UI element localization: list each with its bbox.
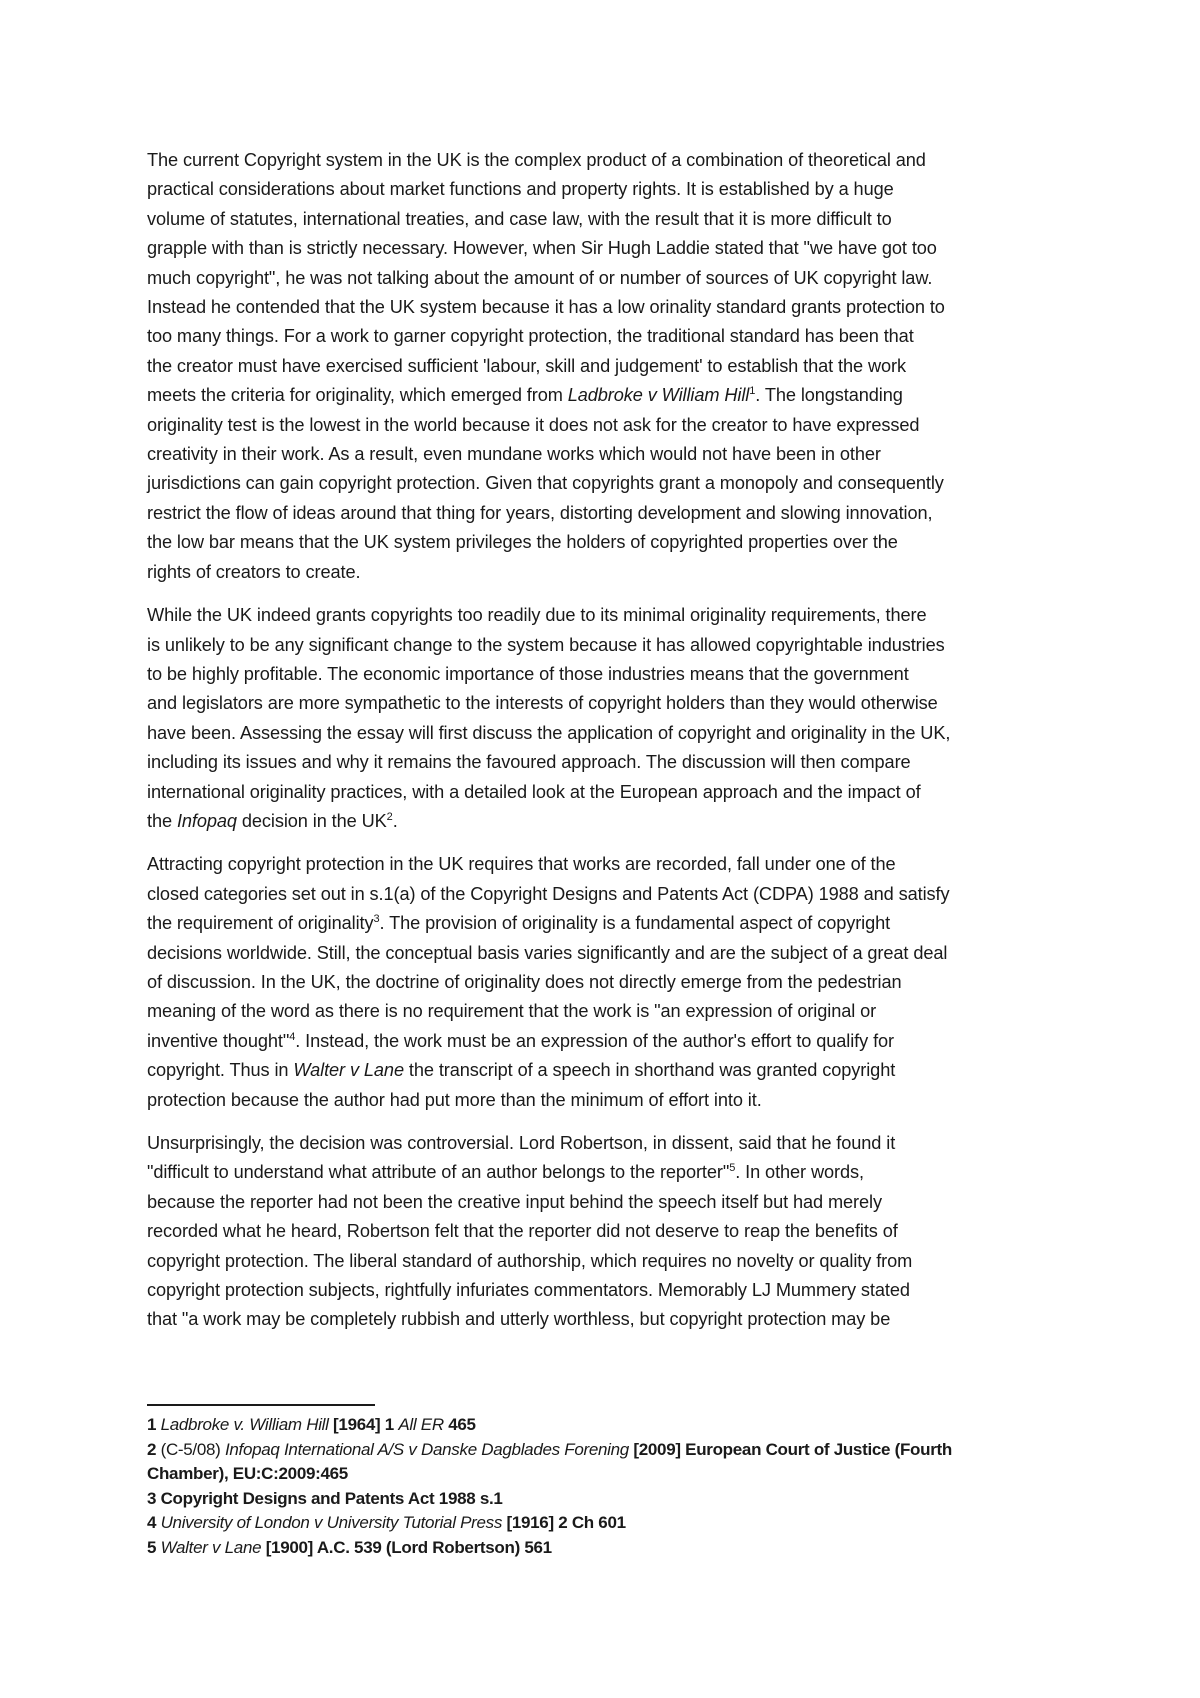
text-line: Unsurprisingly, the decision was controversial. Lord Robertson, in dissent, said that he found it [147, 1133, 896, 1153]
text-line: protection because the author had put more than the minimum of effort into it. [147, 1089, 762, 1110]
text-line [147, 807, 1057, 836]
text-line: Instead he contended that the UK system because it has a low orinality standard grants protection to [147, 297, 945, 318]
text-line: copyright protection. The liberal standard of authorship, which requires no novelty or quality from [147, 1250, 913, 1271]
footnote-number: 5 [147, 1537, 161, 1557]
text-line: is unlikely to be any significant change to the system because it has allowed copyrightable industries [147, 634, 945, 655]
footnote-4 [147, 1511, 1057, 1536]
case-name: Ladbroke v William Hill [567, 385, 750, 406]
text-line: copyright protection subjects, rightfully infuriates commentators. Memorably LJ Mummery stated [147, 1280, 910, 1301]
footnote-number: 1 [147, 1415, 161, 1434]
text-line: originality test is the lowest in the world because it does not ask for the creator to have expressed [147, 414, 920, 435]
text-line: volume of statutes, international treaties, and case law, with the result that it is more difficult to [147, 208, 892, 229]
footnote-ref[interactable]: 2 [386, 810, 393, 823]
text-run: the transcript of a speech in shorthand was granted copyright [403, 1060, 896, 1081]
footnote-number: 2 [147, 1439, 161, 1459]
text-line: rights of creators to create. [147, 561, 361, 582]
text-run: copyright. Thus in [147, 1060, 294, 1081]
text-line: closed categories set out in s.1(a) of the Copyright Designs and Patents Act (CDPA) 1988 and satisfy [147, 883, 950, 904]
text-line: to be highly profitable. The economic importance of those industries means that the government [147, 663, 909, 684]
paragraph-4 [147, 1129, 1057, 1335]
text-line: much copyright", he was not talking about the amount of or number of sources of UK copyright law. [147, 267, 933, 288]
footnote-2-continued: Chamber), EU:C:2009:465 [147, 1464, 348, 1483]
footnote-ref[interactable]: 3 [373, 913, 380, 926]
footnote-separator [147, 1404, 375, 1406]
citation: [1964] 1 [328, 1415, 399, 1434]
case-number: (C-5/08) [160, 1439, 225, 1459]
citation: 465 [443, 1415, 476, 1434]
text-line: too many things. For a work to garner copyright protection, the traditional standard has been that [147, 326, 914, 347]
text-line [147, 1158, 1057, 1187]
text-line: The current Copyright system in the UK is the complex product of a combination of theoretical and [147, 150, 926, 170]
case-name: Infopaq International A/S v Danske Dagblades Forening [224, 1439, 629, 1459]
text-line: Attracting copyright protection in the UK requires that works are recorded, fall under one of the [147, 854, 896, 875]
footnote-1 [147, 1413, 1057, 1438]
text-run: . Instead, the work must be an expression of the author's effort to qualify for [295, 1030, 895, 1051]
text-line [147, 909, 1057, 938]
case-name: Ladbroke v. William Hill [160, 1415, 329, 1434]
text-line: While the UK indeed grants copyrights too readily due to its minimal originality requirements, there [147, 605, 927, 626]
text-run: inventive thought" [147, 1030, 290, 1051]
text-run: . The provision of originality is a fundamental aspect of copyright [379, 913, 891, 934]
text-line: the low bar means that the UK system privileges the holders of copyrighted properties over the [147, 532, 898, 553]
citation: [1900] A.C. 539 (Lord Robertson) 561 [261, 1537, 552, 1557]
text-run: the requirement of originality [147, 913, 374, 934]
text-line: and legislators are more sympathetic to the interests of copyright holders than they would otherwise [147, 693, 938, 714]
case-name: Walter v Lane [293, 1060, 404, 1081]
text-line: that "a work may be completely rubbish and utterly worthless, but copyright protection may be [147, 1309, 891, 1330]
footnote-ref[interactable]: 5 [729, 1162, 736, 1175]
text-line: decisions worldwide. Still, the conceptual basis varies significantly and are the subject of a great deal [147, 942, 948, 963]
text-run: meets the criteria for originality, which emerged from [147, 385, 568, 406]
case-name: Walter v Lane [160, 1537, 262, 1557]
footnote-3: 3 Copyright Designs and Patents Act 1988 s.1 [147, 1488, 503, 1508]
text-line: recorded what he heard, Robertson felt that the reporter did not deserve to reap the benefits of [147, 1221, 898, 1242]
text-line: including its issues and why it remains the favoured approach. The discussion will then compare [147, 752, 911, 773]
text-line: have been. Assessing the essay will first discuss the application of copyright and originality in the UK, [147, 722, 951, 743]
text-line [147, 381, 1057, 410]
body-text [147, 146, 1057, 1349]
footnote-ref[interactable]: 1 [749, 385, 756, 398]
text-line: of discussion. In the UK, the doctrine of originality does not directly emerge from the pedestrian [147, 971, 902, 992]
text-run: decision in the UK [236, 810, 387, 831]
text-line: because the reporter had not been the creative input behind the speech itself but had merely [147, 1191, 882, 1212]
footnote-5 [147, 1536, 1057, 1561]
text-line: practical considerations about market functions and property rights. It is established by a huge [147, 179, 894, 200]
citation: [1916] 2 Ch 601 [502, 1513, 626, 1532]
paragraph-3 [147, 850, 1057, 1115]
text-line: the creator must have exercised sufficient 'labour, skill and judgement' to establish that the work [147, 355, 906, 376]
text-line: restrict the flow of ideas around that thing for years, distorting development and slowing innovation, [147, 502, 933, 523]
footnote-2 [147, 1438, 1057, 1463]
footnote-number: 4 [147, 1513, 161, 1532]
text-line [147, 1056, 1057, 1085]
reporter-name: All ER [398, 1415, 444, 1434]
text-line: meaning of the word as there is no requirement that the work is "an expression of original or [147, 1001, 877, 1022]
text-run: "difficult to understand what attribute of an author belongs to the reporter" [147, 1162, 730, 1183]
paragraph-2 [147, 601, 1057, 836]
text-run: the [147, 810, 177, 831]
text-run: . In other words, [735, 1162, 864, 1183]
paragraph-1 [147, 146, 1057, 587]
citation: [2009] European Court of Justice (Fourth [628, 1439, 952, 1459]
text-line [147, 1027, 1057, 1056]
text-line: jurisdictions can gain copyright protection. Given that copyrights grant a monopoly and consequently [147, 473, 944, 494]
text-run: . The longstanding [755, 385, 903, 406]
footnote-ref[interactable]: 4 [289, 1030, 296, 1043]
text-line: creativity in their work. As a result, even mundane works which would not have been in other [147, 444, 881, 465]
text-line: international originality practices, with a detailed look at the European approach and the impact of [147, 781, 921, 802]
footnotes [147, 1413, 1057, 1560]
text-run: . [392, 810, 398, 831]
case-name: University of London v University Tutorial Press [160, 1513, 503, 1532]
text-line: grapple with than is strictly necessary. However, when Sir Hugh Laddie stated that "we have got too [147, 238, 937, 259]
case-name: Infopaq [176, 810, 237, 831]
